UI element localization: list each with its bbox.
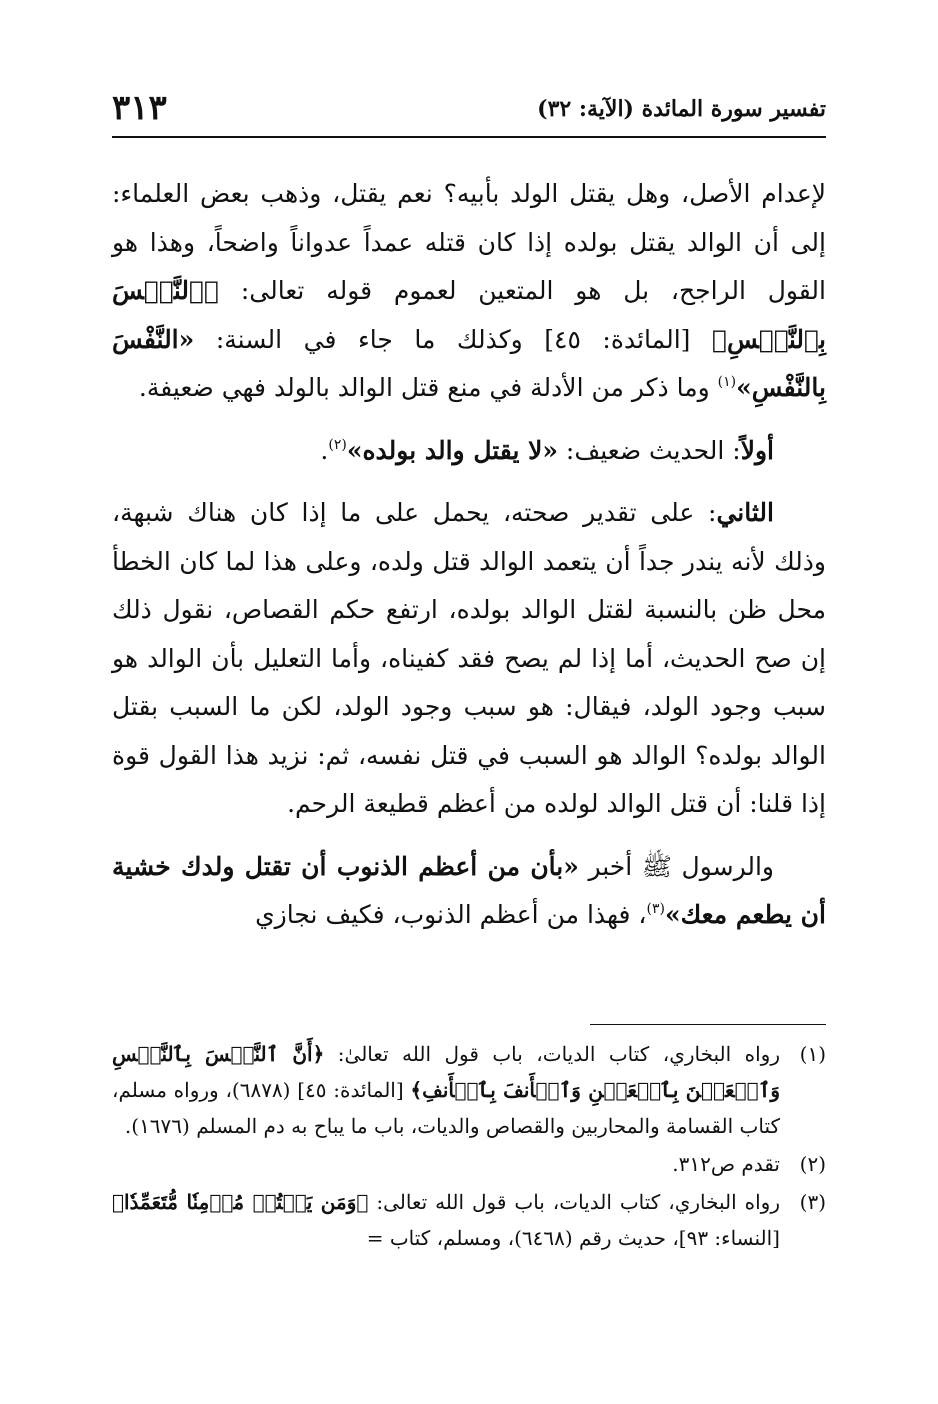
header-divider (112, 136, 826, 138)
footnote-3 (112, 1184, 826, 1256)
footnote-text (112, 1036, 780, 1144)
quran-quote: ﴿أَنَّ ٱلنَّفۡسَ بِٱلنَّفۡسِ وَٱلۡعَيۡنَ بِٱلۡعَيۡنِ وَٱلۡأَنفَ بِٱلۡأَنفِ﴾ (112, 1042, 780, 1102)
paragraph-4 (112, 843, 826, 940)
page-number: ٣١٣ (112, 88, 167, 128)
text-run: [النساء: ٩٣]، حديث رقم (٦٤٦٨)، ومسلم، كتاب = (366, 1226, 780, 1250)
paragraph-2 (112, 427, 826, 476)
text-run: : الحديث ضعيف: (557, 435, 741, 465)
footnotes (112, 1036, 826, 1258)
text-run: [المائدة: ٤٥] وكذلك ما جاء في السنة: (194, 324, 712, 354)
main-text (112, 170, 826, 954)
text-run: : على تقدير صحته، يحمل على ما إذا كان هناك شبهة، وذلك لأنه يندر جداً أن يتعمد الوالد قتل ولده، وعلى هذا لما كان الخطأ محل ظن بالنسبة لقتل الوالد بولده، ارتفع حكم القصاص، نقول ذلك إن صح الحديث، أما إذا لم يصح فقد كفيناه، وأما التعليل بأن الوالد هو سبب وجود الولد، فيقال: هو سبب وجود الولد، لكن ما السبب بقتل الوالد بولده؟ الوالد هو السبب في قتل نفسه، ثم: نزيد هذا القول قوة إذا قلنا: أن قتل الوالد لولده من أعظم قطيعة الرحم. (112, 498, 826, 818)
footnote-text (112, 1184, 780, 1256)
footnote-ref-2[interactable]: (٢) (328, 436, 347, 453)
footnote-number: (١) (799, 1042, 826, 1066)
footnote-1 (112, 1036, 826, 1144)
footnote-ref-1[interactable]: (١) (717, 374, 737, 390)
text-run: رواه البخاري، كتاب الديات، باب قول الله تعالى: (368, 1190, 780, 1214)
footnote-number: (٣) (799, 1190, 826, 1214)
text-run: . (320, 435, 329, 465)
footnote-2 (112, 1146, 826, 1182)
footnote-number: (٢) (799, 1152, 826, 1176)
text-run: [المائدة: ٤٥] (٦٨٧٨)، ورواه مسلم، كتاب القسامة والمحاربين والقصاص والديات، باب ما يباح به دم المسلم (١٦٧٦). (112, 1078, 780, 1138)
hadith-quote: «النَّفْسَ بِالنَّفْسِ» (112, 324, 826, 402)
point-label: أولاً (740, 435, 774, 465)
text-run: لإعدام الأصل، وهل يقتل الولد بأبيه؟ نعم يقتل، وذهب بعض العلماء: إلى أن الوالد يقتل بولده إذا كان قتله عمداً عدواناً واضحاً، وهذا هو القول الراجح، بل هو المتعين لعموم قوله تعالى: (112, 179, 826, 305)
paragraph-3 (112, 489, 826, 829)
text-run: وما ذكر من الأدلة في منع قتل الوالد بالولد فهي ضعيفة. (138, 373, 718, 402)
text-run: رواه البخاري، كتاب الديات، باب قول الله تعالىٰ: (324, 1042, 780, 1066)
hadith-quote: «لا يقتل والد بولده» (346, 435, 558, 465)
footnote-divider (590, 1024, 826, 1025)
text-run: تقدم ص٣١٢. (672, 1152, 780, 1176)
page-header (112, 88, 826, 134)
text-run: ، فهذا من أعظم الذنوب، فكيف نجازي (255, 900, 647, 929)
quran-quote: ﴿وَمَن يَقۡتُلۡ مُؤۡمِنٗا مُّتَعَمِّدٗا﴾ (112, 1190, 369, 1214)
running-title: تفسير سورة المائدة (الآية: ٣٢) (537, 96, 826, 122)
hadith-quote: «بأن من أعظم الذنوب أن تقتل ولدك خشية أن يطعم معك» (112, 851, 826, 929)
paragraph-1 (112, 170, 826, 413)
quran-quote: ﴿ٱلنَّفۡسَ بِٱلنَّفۡسِ﴾ (112, 276, 826, 354)
point-label: الثاني (716, 498, 774, 527)
text-run: والرسول ﷺ أخبر (578, 851, 774, 881)
footnote-text (112, 1146, 780, 1182)
footnote-ref-3[interactable]: (٣) (646, 901, 665, 917)
